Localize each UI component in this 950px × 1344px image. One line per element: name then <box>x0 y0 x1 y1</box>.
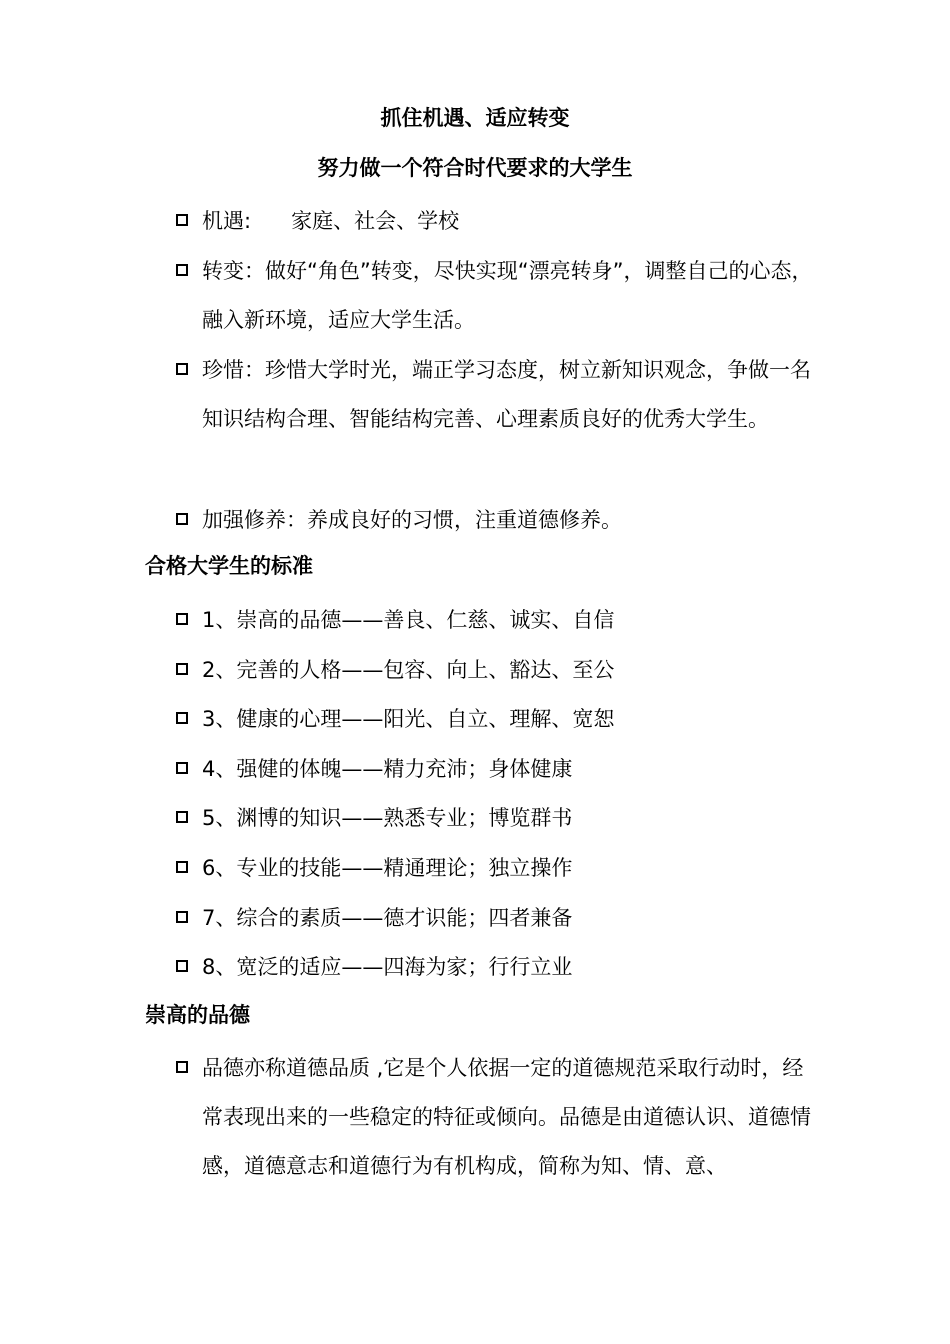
list-item: 2、完善的人格——包容、向上、豁达、至公 <box>176 646 821 695</box>
list-item: 6、专业的技能——精通理论；独立操作 <box>176 844 821 893</box>
checkbox-icon <box>176 513 188 525</box>
standards-list <box>176 596 821 993</box>
document-title: 抓住机遇、适应转变 <box>380 106 570 130</box>
intro-item-text: 转变：做好“角色”转变，尽快实现“漂亮转身”，调整自己的心态，融入新环境，适应大学生活。 <box>202 259 813 332</box>
section-heading-morality: 崇高的品德 <box>145 1003 250 1027</box>
list-item: 1、崇高的品德——善良、仁慈、诚实、自信 <box>176 596 821 645</box>
checkbox-icon <box>176 712 188 724</box>
checkbox-icon <box>176 1061 188 1073</box>
checkbox-icon <box>176 960 188 972</box>
checkbox-icon <box>176 762 188 774</box>
section-heading-standards: 合格大学生的标准 <box>145 554 313 578</box>
list-item: 3、健康的心理——阳光、自立、理解、宽恕 <box>176 695 821 744</box>
list-item: 4、强健的体魄——精力充沛；身体健康 <box>176 745 821 794</box>
list-item: 7、综合的素质——德才识能；四者兼备 <box>176 894 821 943</box>
list-item: 8、宽泛的适应——四海为家；行行立业 <box>176 943 821 992</box>
morality-paragraph: 品德亦称道德品质 ,它是个人依据一定的道德规范采取行动时，经常表现出来的一些稳定的特征或倾向。品德是由道德认识、道德情感，道德意志和道德行为有机构成，简称为知、情、意、 <box>202 1056 811 1178</box>
intro-item-cultivation <box>176 496 821 545</box>
intro-item-cherish <box>176 346 821 444</box>
intro-item-text: 加强修养：养成良好的习惯，注重道德修养。 <box>202 508 622 532</box>
list-item: 5、渊博的知识——熟悉专业；博览群书 <box>176 794 821 843</box>
checkbox-icon <box>176 363 188 375</box>
intro-item-text: 机遇: 家庭、社会、学校 <box>202 209 460 233</box>
checkbox-icon <box>176 214 188 226</box>
intro-item-transition <box>176 247 821 345</box>
intro-item-text: 珍惜：珍惜大学时光，端正学习态度，树立新知识观念，争做一名知识结构合理、智能结构完善、心理素质良好的优秀大学生。 <box>202 358 811 431</box>
morality-paragraph-block <box>176 1044 821 1191</box>
checkbox-icon <box>176 613 188 625</box>
intro-item-opportunity <box>176 197 821 246</box>
checkbox-icon <box>176 264 188 276</box>
checkbox-icon <box>176 911 188 923</box>
checkbox-icon <box>176 861 188 873</box>
document-subtitle: 努力做一个符合时代要求的大学生 <box>317 156 633 180</box>
checkbox-icon <box>176 663 188 675</box>
checkbox-icon <box>176 811 188 823</box>
